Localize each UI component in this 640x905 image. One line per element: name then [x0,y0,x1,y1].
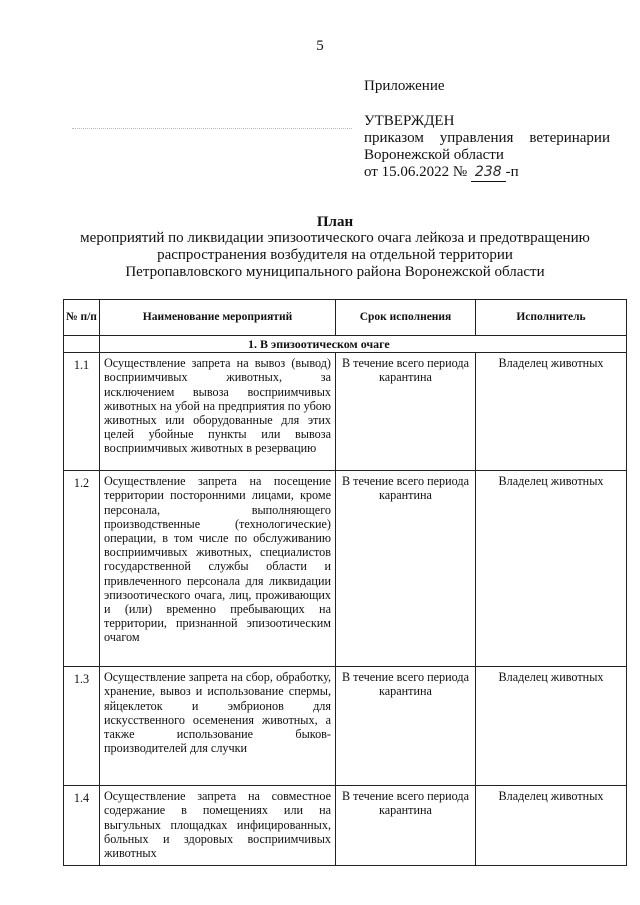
approval-line-1: приказом управления ветеринарии [364,130,610,146]
section-title: 1. В эпизоотическом очаге [100,336,627,353]
approved-label: УТВЕРЖДЕН [364,113,455,129]
header-term: Срок исполнения [336,300,476,336]
row-term: В течение всего периода карантина [336,471,476,667]
header-exec: Исполнитель [476,300,627,336]
handwritten-order-number: 238 [471,164,506,182]
table-row [64,786,627,866]
table-row [64,471,627,667]
row-exec: Владелец животных [476,353,627,471]
row-exec: Владелец животных [476,667,627,786]
approval-line-2: Воронежской области [364,147,504,163]
header-name: Наименование мероприятий [100,300,336,336]
section-row [64,336,627,353]
scan-artifact-dots [72,128,352,131]
row-num: 1.1 [64,353,100,471]
header-num: № п/п [64,300,100,336]
row-num: 1.2 [64,471,100,667]
row-term: В течение всего периода карантина [336,667,476,786]
row-num: 1.3 [64,667,100,786]
table-row [64,353,627,471]
table-row [64,667,627,786]
row-name: Осуществление запрета на сбор, обработку, хранение, вывоз и использование спермы, яйцеклеток и эмбрионов для искусственного осеменения животных, а также использование быков-производителей для случки [100,667,336,786]
order-suffix: -п [505,164,519,180]
row-num: 1.4 [64,786,100,866]
row-term: В течение всего периода карантина [336,353,476,471]
approval-block [364,78,610,182]
appendix-label: Приложение [364,78,445,94]
plan-subtitle [40,230,630,281]
row-exec: Владелец животных [476,786,627,866]
plan-subtitle-line-2: распространения возбудителя на отдельной территории [157,247,513,263]
approval-date: от 15.06.2022 № [364,164,468,180]
row-term: В течение всего периода карантина [336,786,476,866]
plan-subtitle-line-1: мероприятий по ликвидации эпизоотического очага лейкоза и предотвращению [80,230,590,246]
approval-date-line [364,164,610,182]
row-name: Осуществление запрета на вывоз (вывод) восприимчивых животных, за исключением вывоза восприимчивых животных на убой на предприятия по убою животных или оборудованные для этих целей убойные пункты или вывоза восприимчивых животных в резервацию [100,353,336,471]
row-name: Осуществление запрета на совместное содержание в помещениях или на выгульных площадках инфицированных, больных и здоровых восприимчивых животных [100,786,336,866]
page-number: 5 [316,38,324,54]
measures-table [63,299,627,866]
measures-table-wrap [63,299,626,866]
table-header-row [64,300,627,336]
plan-title: План [316,214,354,230]
row-exec: Владелец животных [476,471,627,667]
plan-subtitle-line-3: Петропавловского муниципального района Воронежской области [125,264,545,280]
row-name: Осуществление запрета на посещение территории посторонними лицами, кроме персонала, выполняющего производственные (технологические) операции, в том числе по обслуживанию восприимчивых животных, специалистов государственной службы области и привлеченного персонала для ликвидации эпизоотического очага, лиц, проживающих и (или) временно пребывающих на территории, признанной эпизоотическим очагом [100,471,336,667]
